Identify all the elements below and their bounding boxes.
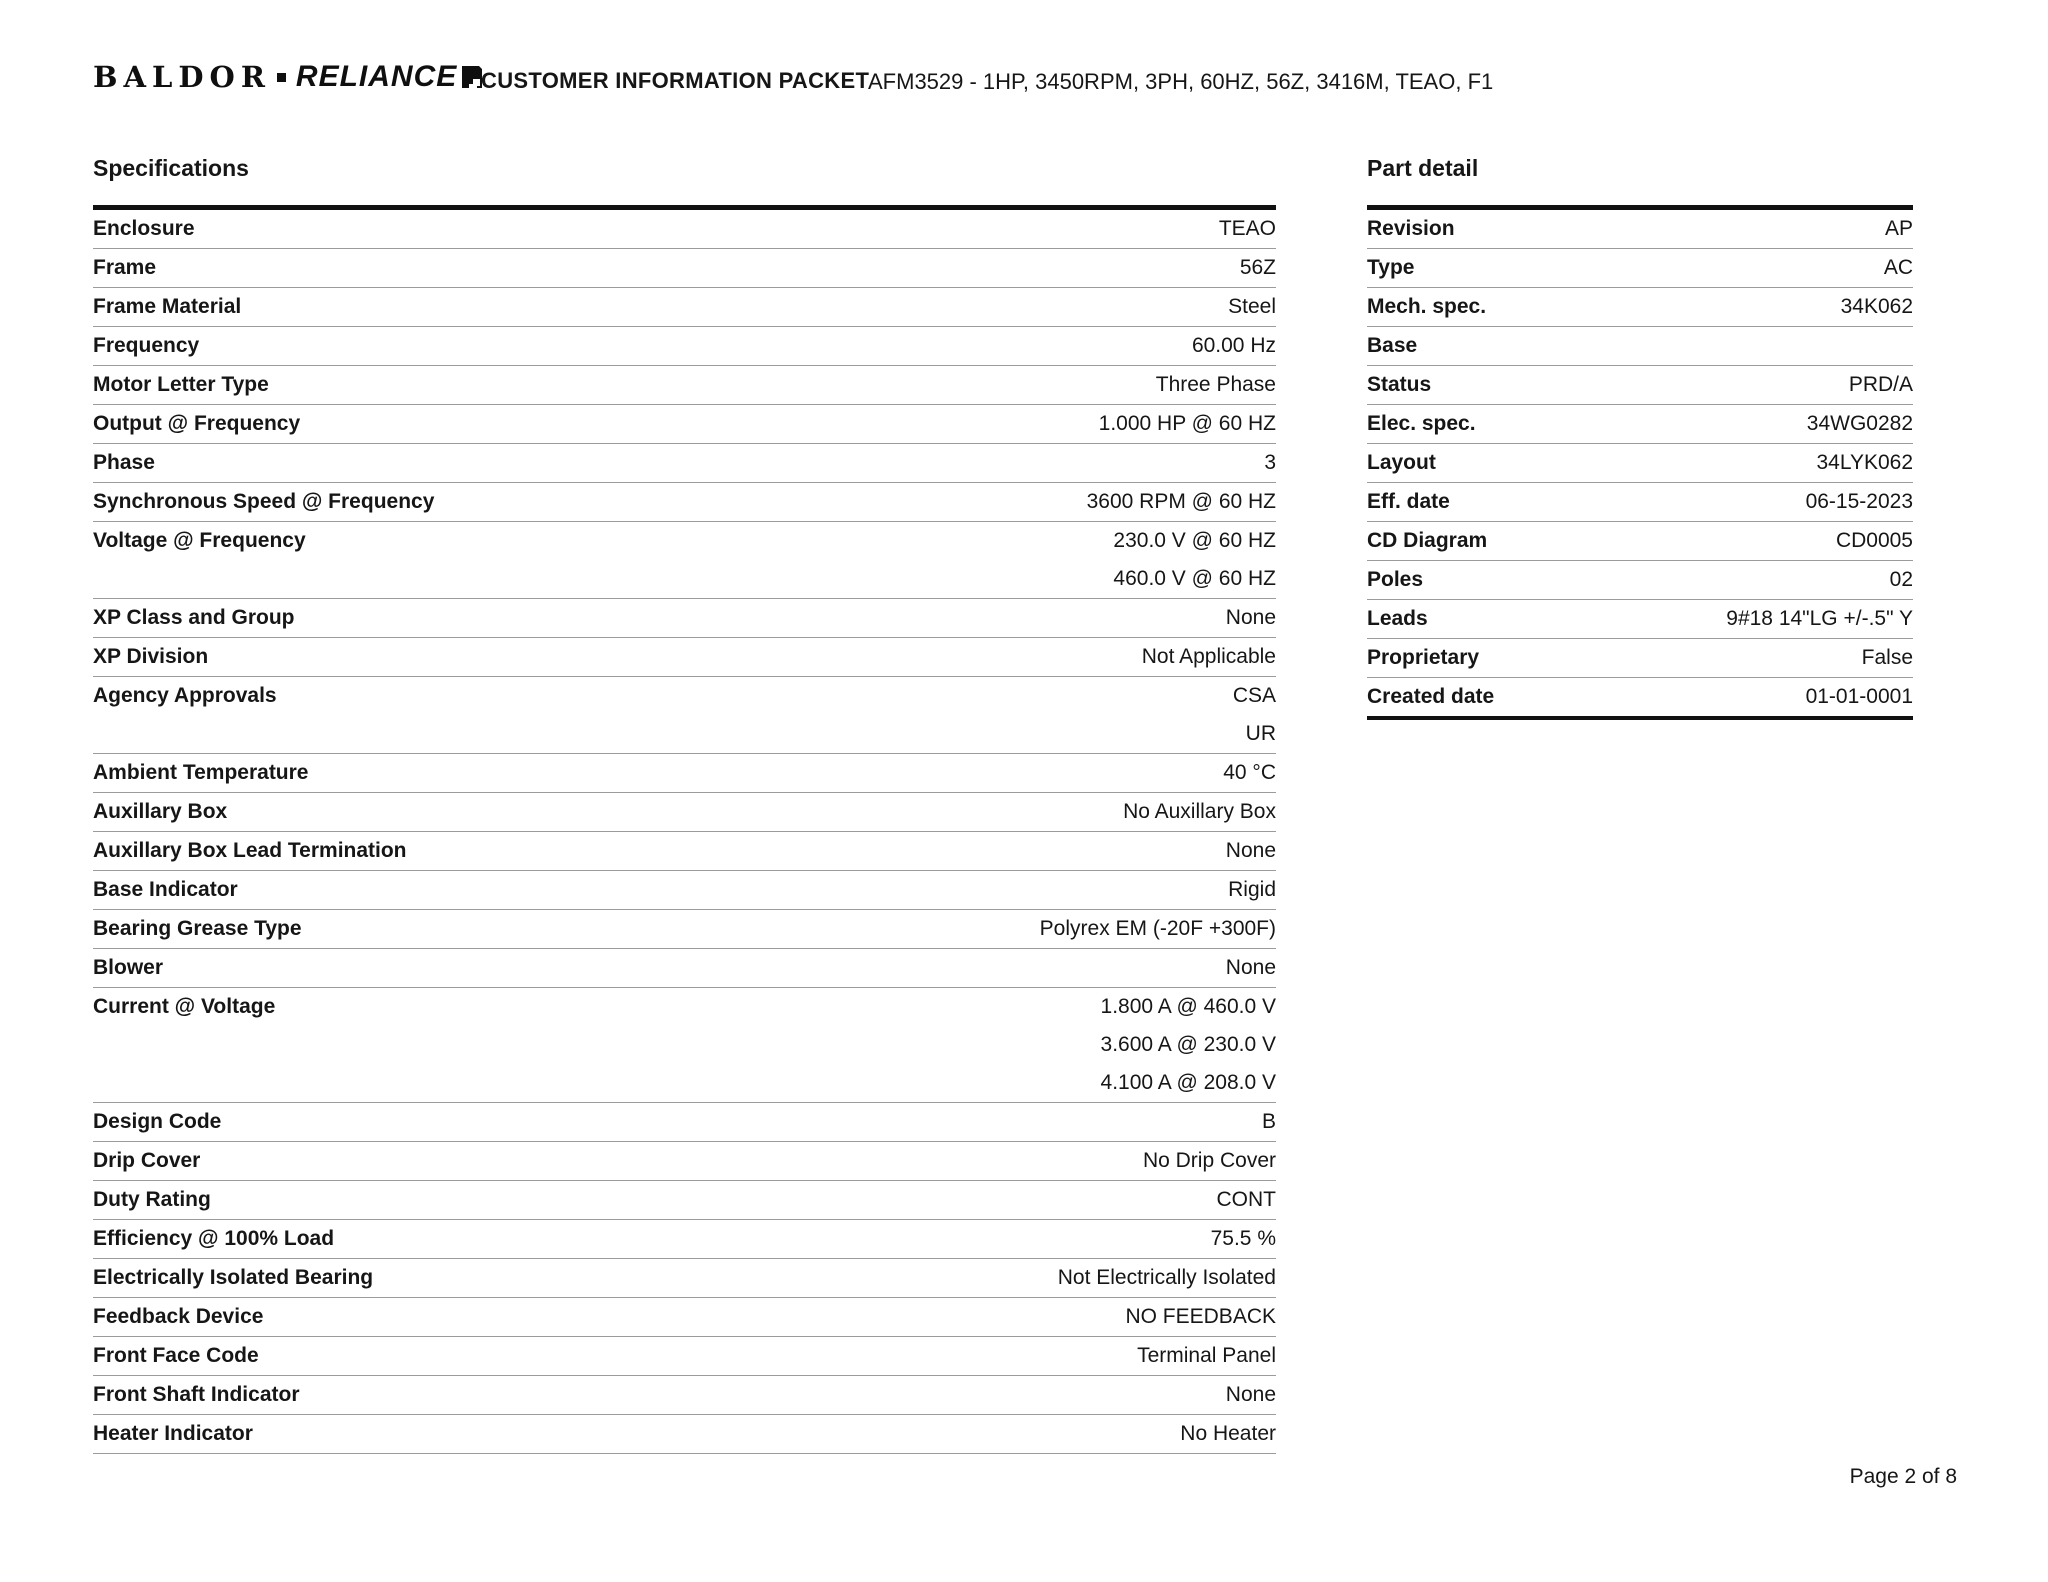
row-value: 60.00 Hz: [1191, 334, 1276, 357]
row-value: Rigid: [1228, 878, 1276, 901]
row-values: [1137, 1337, 1276, 1375]
row-label: Efficiency @ 100% Load: [93, 1227, 335, 1250]
row-values: [1142, 638, 1276, 676]
row-value: 3600 RPM @ 60 HZ: [1086, 490, 1276, 513]
part-detail-section-title: Part detail: [1367, 155, 1479, 181]
row-value: 4.100 A @ 208.0 V: [1100, 1071, 1276, 1094]
table-row: [1367, 327, 1913, 366]
table-row: [93, 949, 1276, 988]
row-value: 230.0 V @ 60 HZ: [1113, 529, 1276, 552]
row-values: [1849, 366, 1913, 404]
row-value: None: [1225, 606, 1276, 629]
row-label: Electrically Isolated Bearing: [93, 1266, 374, 1289]
table-row: [93, 754, 1276, 793]
row-label: Mech. spec.: [1367, 295, 1487, 318]
row-label: Voltage @ Frequency: [93, 529, 306, 552]
row-value: Three Phase: [1155, 373, 1276, 396]
row-values: [1226, 949, 1276, 987]
table-row: [1367, 483, 1913, 522]
row-values: [1226, 599, 1276, 637]
row-values: [1226, 1376, 1276, 1414]
row-value: False: [1861, 646, 1913, 669]
row-value: PRD/A: [1848, 373, 1913, 396]
row-value: Not Applicable: [1141, 645, 1276, 668]
row-values: [1885, 210, 1913, 248]
row-value: 01-01-0001: [1805, 685, 1913, 708]
table-row: [93, 1298, 1276, 1337]
table-row: [93, 444, 1276, 483]
table-row: [93, 249, 1276, 288]
table-row: [93, 1415, 1276, 1454]
row-label: Enclosure: [93, 217, 195, 240]
row-label: XP Class and Group: [93, 606, 295, 629]
row-label: Elec. spec.: [1367, 412, 1476, 435]
row-label: Type: [1367, 256, 1415, 279]
row-label: Design Code: [93, 1110, 222, 1133]
table-row: [1367, 288, 1913, 327]
row-values: [1228, 871, 1276, 909]
row-value: None: [1225, 839, 1276, 862]
row-value: 75.5 %: [1210, 1227, 1276, 1250]
row-label: Poles: [1367, 568, 1424, 591]
row-label: Base: [1367, 334, 1418, 357]
row-values: [1143, 1142, 1276, 1180]
row-values: [1099, 405, 1276, 443]
row-value: 40 °C: [1223, 761, 1276, 784]
row-values: [1806, 483, 1913, 521]
row-values: [1156, 366, 1276, 404]
table-row: [93, 988, 1276, 1103]
logo-baldor-text: BALDOR: [93, 60, 271, 94]
table-row: [93, 366, 1276, 405]
row-label: CD Diagram: [1367, 529, 1488, 552]
table-row: [93, 1103, 1276, 1142]
table-row: [93, 210, 1276, 249]
table-row: [93, 405, 1276, 444]
row-label: Revision: [1367, 217, 1455, 240]
table-row: [1367, 678, 1913, 716]
row-values: [1806, 678, 1913, 716]
row-values: [1101, 988, 1276, 1102]
row-value: 9#18 14"LG +/-.5" Y: [1726, 607, 1913, 630]
logo-reliance-text: RELIANCE: [295, 60, 458, 93]
row-values: [1192, 327, 1276, 365]
row-label: Eff. date: [1367, 490, 1450, 513]
row-value: None: [1225, 956, 1276, 979]
row-label: Base Indicator: [93, 878, 238, 901]
row-values: [1123, 793, 1276, 831]
row-value: No Drip Cover: [1142, 1149, 1276, 1172]
row-label: Auxillary Box: [93, 800, 228, 823]
row-value: 06-15-2023: [1805, 490, 1913, 513]
row-value: Steel: [1228, 295, 1276, 318]
row-label: Duty Rating: [93, 1188, 211, 1211]
table-row: [93, 522, 1276, 599]
table-row: [93, 599, 1276, 638]
table-row: [93, 793, 1276, 832]
row-value: None: [1225, 1383, 1276, 1406]
table-row: [1367, 249, 1913, 288]
row-values: [1262, 1103, 1276, 1141]
row-values: [1816, 444, 1913, 482]
row-values: [1264, 444, 1276, 482]
table-row: [1367, 210, 1913, 249]
table-row: [93, 832, 1276, 871]
row-value: UR: [1245, 722, 1276, 745]
row-values: [1836, 522, 1913, 560]
row-values: [1807, 405, 1913, 443]
row-values: [1240, 249, 1276, 287]
row-value: 56Z: [1239, 256, 1276, 279]
row-value: 1.000 HP @ 60 HZ: [1098, 412, 1276, 435]
row-label: Blower: [93, 956, 164, 979]
row-label: Created date: [1367, 685, 1495, 708]
row-value: AP: [1884, 217, 1913, 240]
row-label: Proprietary: [1367, 646, 1480, 669]
row-values: [1217, 1181, 1277, 1219]
table-row: [1367, 561, 1913, 600]
table-row: [1367, 405, 1913, 444]
row-label: Heater Indicator: [93, 1422, 253, 1445]
row-value: AC: [1883, 256, 1913, 279]
specifications-section-title: Specifications: [93, 155, 249, 181]
table-row: [93, 288, 1276, 327]
row-values: [1125, 1298, 1276, 1336]
row-label: Bearing Grease Type: [93, 917, 302, 940]
specifications-table: [93, 205, 1276, 1454]
row-values: [1884, 249, 1913, 287]
row-label: Frequency: [93, 334, 200, 357]
document-title: CUSTOMER INFORMATION PACKET: [481, 68, 870, 93]
row-value: 34WG0282: [1806, 412, 1913, 435]
row-values: [1040, 910, 1276, 948]
row-value: 3.600 A @ 230.0 V: [1100, 1033, 1276, 1056]
row-label: Synchronous Speed @ Frequency: [93, 490, 435, 513]
row-values: [1211, 1220, 1276, 1258]
table-row: [93, 1220, 1276, 1259]
table-row: [93, 1337, 1276, 1376]
row-values: [1087, 483, 1276, 521]
table-row: [1367, 366, 1913, 405]
row-values: [1219, 210, 1276, 248]
row-label: Motor Letter Type: [93, 373, 269, 396]
row-label: XP Division: [93, 645, 209, 668]
row-value: 34LYK062: [1816, 451, 1913, 474]
logo-dot-icon: [277, 73, 286, 82]
row-value: 460.0 V @ 60 HZ: [1113, 567, 1276, 590]
table-row: [93, 1259, 1276, 1298]
row-label: Layout: [1367, 451, 1436, 474]
row-label: Leads: [1367, 607, 1428, 630]
row-value: CSA: [1232, 684, 1276, 707]
row-values: [1113, 522, 1276, 598]
row-value: TEAO: [1218, 217, 1276, 240]
page-number: Page 2 of 8: [1849, 1465, 1957, 1488]
table-row: [93, 677, 1276, 754]
row-value: No Auxillary Box: [1123, 800, 1276, 823]
row-value: 34K062: [1840, 295, 1913, 318]
row-value: 02: [1889, 568, 1913, 591]
table-row: [93, 327, 1276, 366]
row-value: CD0005: [1835, 529, 1913, 552]
row-values: [1862, 639, 1913, 677]
table-row: [93, 638, 1276, 677]
row-label: Frame: [93, 256, 157, 279]
row-label: Front Face Code: [93, 1344, 259, 1367]
row-value: Polyrex EM (-20F +300F): [1039, 917, 1276, 940]
table-row: [93, 1181, 1276, 1220]
row-values: [1058, 1259, 1276, 1297]
document-subtitle: AFM3529 - 1HP, 3450RPM, 3PH, 60HZ, 56Z, 3416M, TEAO, F1: [868, 69, 1494, 94]
row-label: Status: [1367, 373, 1432, 396]
row-value: Not Electrically Isolated: [1057, 1266, 1276, 1289]
row-values: [1233, 677, 1276, 753]
row-values: [1226, 832, 1276, 870]
row-label: Agency Approvals: [93, 684, 277, 707]
baldor-reliance-logo: [93, 60, 482, 94]
row-value: B: [1261, 1110, 1276, 1133]
row-value: NO FEEDBACK: [1125, 1305, 1276, 1328]
reliance-flag-icon: [461, 65, 482, 89]
row-values: [1726, 600, 1913, 638]
row-value: Terminal Panel: [1137, 1344, 1276, 1367]
row-value: 3: [1264, 451, 1276, 474]
part-detail-table: [1367, 205, 1913, 720]
table-row: [1367, 639, 1913, 678]
table-row: [93, 1142, 1276, 1181]
row-value: No Heater: [1180, 1422, 1276, 1445]
row-label: Phase: [93, 451, 155, 474]
table-row: [1367, 600, 1913, 639]
row-value: CONT: [1216, 1188, 1276, 1211]
table-row: [93, 1376, 1276, 1415]
table-row: [93, 871, 1276, 910]
row-values: [1890, 561, 1913, 599]
row-values: [1841, 288, 1913, 326]
table-row: [1367, 522, 1913, 561]
row-values: [1180, 1415, 1276, 1453]
row-label: Current @ Voltage: [93, 995, 276, 1018]
row-label: Ambient Temperature: [93, 761, 309, 784]
row-label: Feedback Device: [93, 1305, 264, 1328]
row-label: Auxillary Box Lead Termination: [93, 839, 407, 862]
row-values: [1223, 754, 1276, 792]
table-row: [93, 910, 1276, 949]
row-label: Front Shaft Indicator: [93, 1383, 300, 1406]
row-label: Frame Material: [93, 295, 242, 318]
table-row: [93, 483, 1276, 522]
row-value: 1.800 A @ 460.0 V: [1100, 995, 1276, 1018]
row-values: [1228, 288, 1276, 326]
table-row: [1367, 444, 1913, 483]
row-label: Drip Cover: [93, 1149, 201, 1172]
row-label: Output @ Frequency: [93, 412, 301, 435]
